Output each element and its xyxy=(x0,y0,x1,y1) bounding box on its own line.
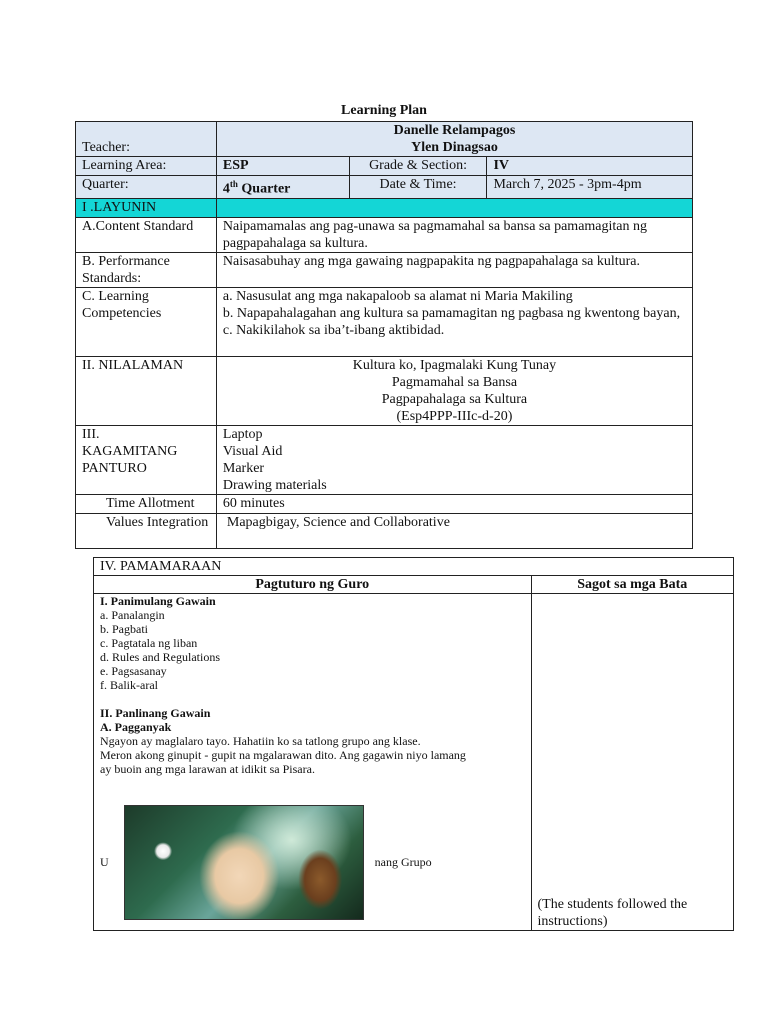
sub-a-line: ay buoin ang mga larawan at idikit sa Pisara. xyxy=(100,762,315,776)
nilalaman-row xyxy=(76,356,693,425)
quarter-number: 4 xyxy=(222,181,230,197)
values-value: Mapagbigay, Science and Collaborative xyxy=(216,513,692,548)
teacher-row xyxy=(76,122,693,157)
learning-area-value: ESP xyxy=(216,157,349,176)
kagamitan-row xyxy=(76,425,693,494)
kagamitan-label xyxy=(76,425,217,494)
learning-area-row xyxy=(76,157,693,176)
section1-item: d. Rules and Regulations xyxy=(100,650,220,664)
pamamaraan-body-row xyxy=(94,594,734,931)
sub-a-title: A. Pagganyak xyxy=(100,720,172,734)
competency-item: a. Nasusulat ang mga nakapaloob sa alamat ni Maria Makiling xyxy=(222,288,573,304)
student-answer: (The students followed the instructions) xyxy=(531,594,734,931)
grade-label: Grade & Section: xyxy=(349,157,487,176)
performance-label: B. Performance Standards: xyxy=(76,252,217,287)
time-allotment-row xyxy=(76,494,693,513)
teacher-name-2: Ylen Dinagsao xyxy=(411,140,498,155)
teacher-label: Teacher: xyxy=(76,122,217,157)
sub-a-line: Meron akong ginupit - gupit na mgalarawan dito. Ang gagawin niyo lamang xyxy=(100,748,466,762)
section1-item: a. Panalangin xyxy=(100,608,165,622)
section2-title: II. Panlinang Gawain xyxy=(100,706,211,720)
quarter-suffix: th xyxy=(229,179,238,189)
grade-value: IV xyxy=(487,157,693,176)
competency-item: b. Napapahalagahan ang kultura sa pamamagitan ng pagbasa ng kwentong bayan, xyxy=(222,305,681,321)
section1-item: b. Pagbati xyxy=(100,622,148,636)
learning-area-label: Learning Area: xyxy=(76,157,217,176)
competency-item: c. Nakikilahok sa iba’t-ibang aktibidad. xyxy=(222,322,445,338)
kagamitan-label-line: KAGAMITANG xyxy=(82,443,178,459)
competencies-row xyxy=(76,287,693,356)
layunin-bar xyxy=(216,198,692,217)
kagamitan-label-line: PANTURO xyxy=(82,460,147,476)
pic-left-text: U xyxy=(100,855,109,869)
pamamaraan-columns-row xyxy=(94,576,734,594)
content-standard-value: Naipamamalas ang pag-unawa sa pagmamahal sa bansa sa pamamagitan ng pagpapahalaga sa kultura. xyxy=(216,217,692,252)
section1-title: I. Panimulang Gawain xyxy=(100,594,216,608)
time-allotment-value: 60 minutes xyxy=(216,494,692,513)
content-standard-row xyxy=(76,217,693,252)
performance-row xyxy=(76,252,693,287)
competencies-label: C. Learning Competencies xyxy=(76,287,217,356)
pic-right-text: nang Grupo xyxy=(374,855,432,869)
competencies-list xyxy=(216,287,692,356)
quarter-value xyxy=(216,176,349,199)
content-standard-label: A.Content Standard xyxy=(76,217,217,252)
maria-makiling-illustration xyxy=(124,805,364,920)
learning-plan-table xyxy=(75,121,693,549)
kagamitan-label-line: III. xyxy=(82,426,100,442)
teacher-name-1: Danelle Relampagos xyxy=(393,123,516,138)
page-title: Learning Plan xyxy=(341,103,427,118)
datetime-value: March 7, 2025 - 3pm-4pm xyxy=(487,176,693,199)
sub-a-line: Ngayon ay maglalaro tayo. Hahatiin ko sa tatlong grupo ang klase. xyxy=(100,734,421,748)
values-label: Values Integration xyxy=(76,513,217,548)
values-row xyxy=(76,513,693,548)
picture-row xyxy=(100,804,525,920)
col-students-header: Sagot sa mga Bata xyxy=(531,576,734,594)
kagamitan-list xyxy=(216,425,692,494)
pamamaraan-header-row xyxy=(94,558,734,576)
kagamitan-item: Laptop xyxy=(222,426,263,442)
nilalaman-line: Pagmamahal sa Bansa xyxy=(391,374,518,390)
pamamaraan-table xyxy=(93,557,734,931)
pamamaraan-label: IV. PAMAMARAAN xyxy=(94,558,734,576)
layunin-row xyxy=(76,198,693,217)
nilalaman-label: II. NILALAMAN xyxy=(76,356,217,425)
quarter-word: Quarter xyxy=(237,181,291,197)
datetime-label: Date & Time: xyxy=(349,176,487,199)
teacher-procedure xyxy=(94,594,532,931)
col-teacher-header: Pagtuturo ng Guro xyxy=(94,576,532,594)
section1-item: e. Pagsasanay xyxy=(100,664,167,678)
section1-item: f. Balik-aral xyxy=(100,678,158,692)
layunin-label: I .LAYUNIN xyxy=(76,198,217,217)
performance-value: Naisasabuhay ang mga gawaing nagpapakita ng pagpapahalaga sa kultura. xyxy=(216,252,692,287)
kagamitan-item: Visual Aid xyxy=(222,443,283,459)
teacher-names xyxy=(216,122,692,157)
kagamitan-item: Marker xyxy=(222,460,265,476)
time-allotment-label: Time Allotment xyxy=(76,494,217,513)
nilalaman-line: (Esp4PPP-IIIc-d-20) xyxy=(396,408,513,424)
nilalaman-line: Kultura ko, Ipagmalaki Kung Tunay xyxy=(352,357,557,373)
quarter-label: Quarter: xyxy=(76,176,217,199)
quarter-row xyxy=(76,176,693,199)
nilalaman-line: Pagpapahalaga sa Kultura xyxy=(381,391,528,407)
kagamitan-item: Drawing materials xyxy=(222,477,327,493)
nilalaman-content xyxy=(216,356,692,425)
section1-item: c. Pagtatala ng liban xyxy=(100,636,198,650)
